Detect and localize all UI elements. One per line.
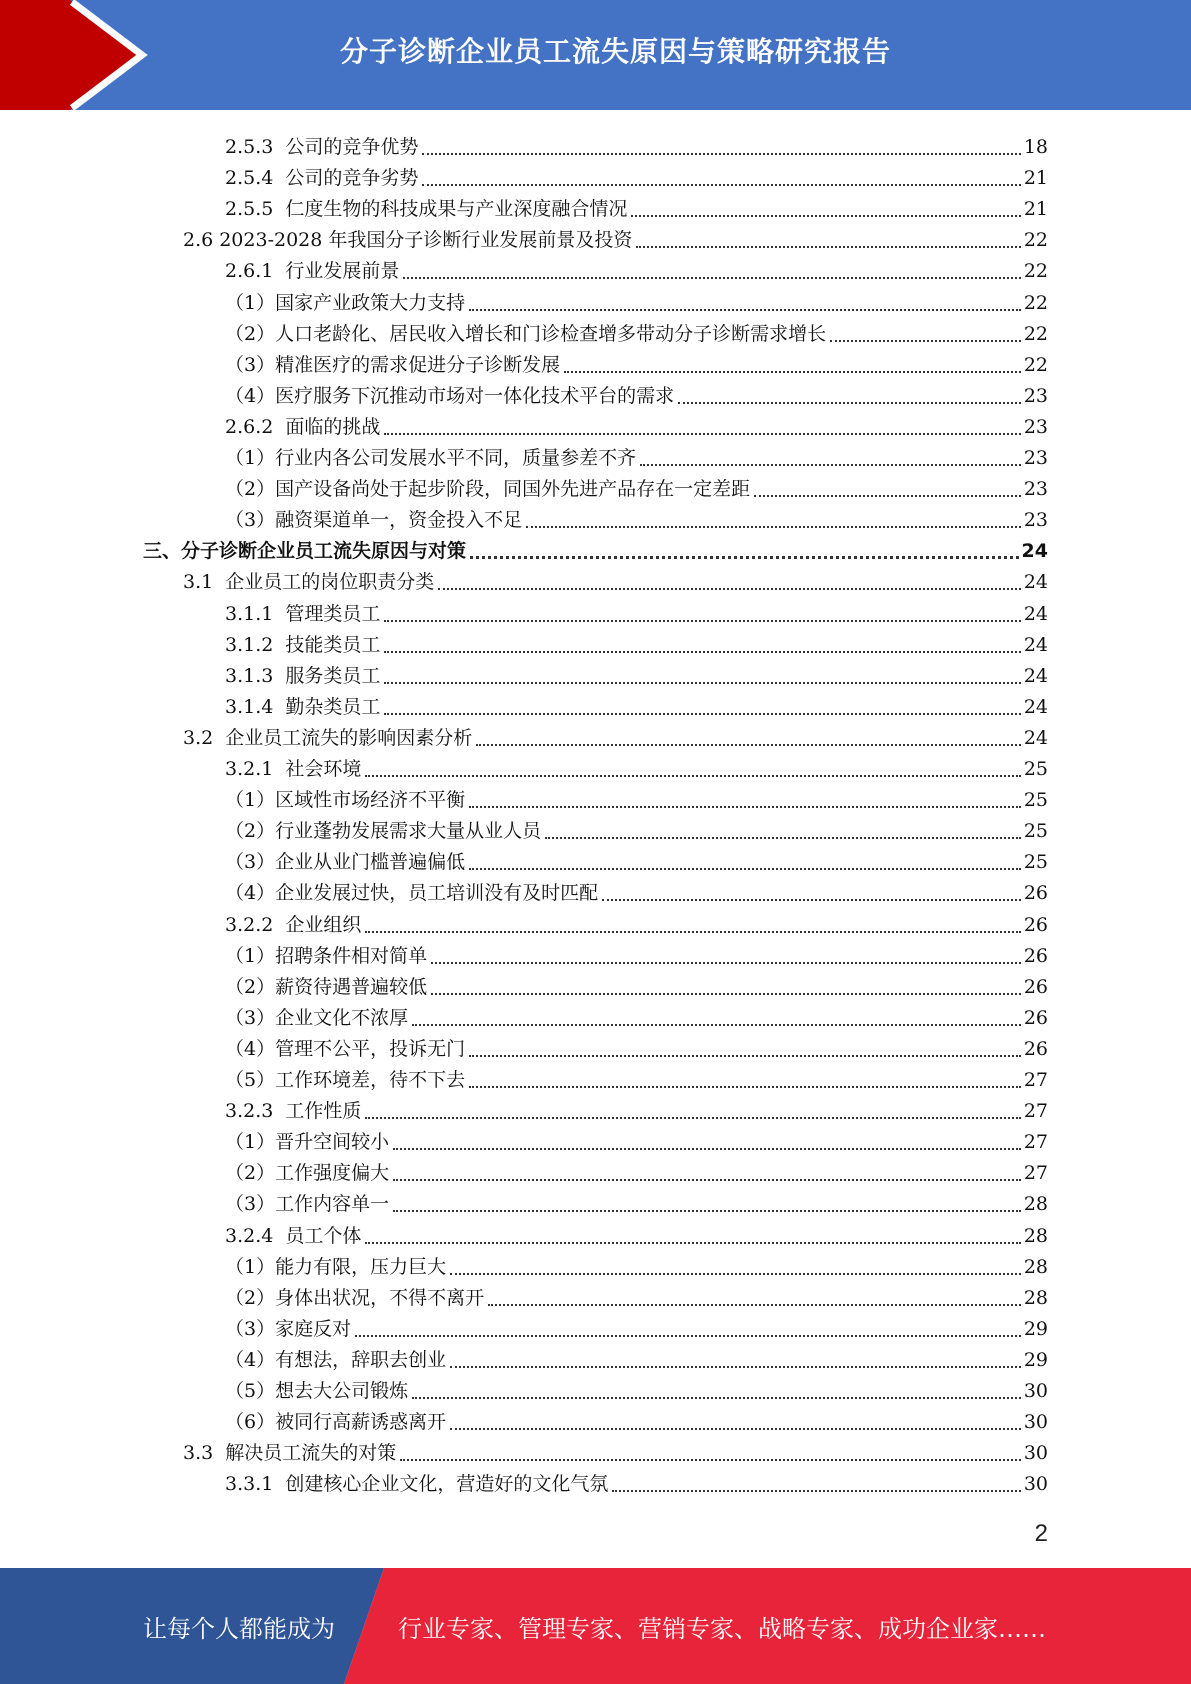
toc-dot-leader — [431, 962, 1021, 964]
toc-entry-number: （1） — [225, 447, 276, 469]
toc-entry-page: 28 — [1023, 1286, 1048, 1309]
toc-entry-number: （1） — [225, 1255, 276, 1278]
toc-entry[interactable] — [225, 315, 1048, 346]
toc-entry-title: 有想法，辞职去创业 — [275, 1348, 447, 1371]
toc-entry-number: （2） — [225, 478, 276, 501]
toc-entry[interactable] — [225, 346, 1048, 377]
toc-entry-title: 工作强度偏大 — [275, 1162, 390, 1185]
toc-entry-title: 家庭反对 — [275, 1317, 352, 1340]
toc-entry[interactable] — [225, 1465, 1048, 1496]
toc-entry[interactable] — [225, 1310, 1048, 1341]
toc-entry-title: 行业发展前景 — [285, 260, 400, 283]
toc-entry-title: 精准医疗的需求促进分子诊断发展 — [275, 353, 561, 376]
page-footer — [0, 1568, 1191, 1684]
toc-entry-number: 3.1.1 — [225, 602, 274, 625]
toc-entry-page: 27 — [1023, 1069, 1048, 1091]
toc-entry-title: 晋升空间较小 — [275, 1131, 390, 1154]
toc-dot-leader — [564, 371, 1021, 373]
toc-entry-title: 企业组织 — [285, 913, 362, 936]
toc-entry[interactable] — [183, 563, 1048, 594]
toc-entry-title: 企业发展过快，员工培训没有及时匹配 — [275, 882, 599, 905]
toc-entry-title: 公司的竞争劣势 — [285, 167, 419, 190]
toc-dot-leader — [469, 1055, 1021, 1057]
toc-entry[interactable] — [183, 719, 1048, 750]
toc-entry-page: 30 — [1023, 1411, 1048, 1434]
toc-dot-leader — [612, 1490, 1020, 1492]
toc-entry-page: 23 — [1023, 384, 1048, 407]
toc-entry-number: （1） — [225, 944, 276, 967]
toc-entry[interactable] — [225, 1403, 1048, 1434]
toc-entry[interactable] — [225, 1341, 1048, 1372]
toc-entry[interactable] — [225, 284, 1048, 315]
toc-entry[interactable] — [225, 1123, 1048, 1154]
toc-entry-page: 23 — [1023, 415, 1048, 438]
toc-entry-number: 2.5.4 — [225, 167, 274, 190]
toc-entry-page: 28 — [1023, 1193, 1048, 1216]
toc-entry-number: 3.1.2 — [225, 633, 274, 656]
toc-entry-number: 三、 — [143, 540, 182, 563]
toc-dot-leader — [526, 526, 1021, 528]
toc-entry-number: （2） — [225, 1286, 276, 1309]
toc-entry-number: （3） — [225, 1193, 276, 1216]
toc-entry-number: 3.1.4 — [225, 695, 274, 718]
toc-entry-page: 21 — [1023, 198, 1048, 221]
toc-entry[interactable] — [225, 1279, 1048, 1310]
toc-entry-number: （3） — [225, 1317, 276, 1340]
toc-entry[interactable] — [143, 532, 1048, 563]
toc-entry-number: （3） — [225, 353, 276, 376]
toc-entry-number: 3.2.4 — [225, 1224, 274, 1247]
toc-entry-title: 国家产业政策大力支持 — [275, 291, 466, 314]
toc-entry-number: （4） — [225, 1348, 276, 1371]
toc-dot-leader — [469, 806, 1021, 808]
toc-dot-leader — [469, 1086, 1021, 1088]
toc-entry-number: 2.5.5 — [225, 198, 274, 221]
toc-entry-page: 24 — [1023, 602, 1048, 625]
toc-entry-page: 29 — [1023, 1317, 1048, 1340]
toc-entry-title: 薪资待遇普遍较低 — [275, 975, 428, 998]
toc-entry-page: 23 — [1023, 478, 1048, 501]
toc-dot-leader — [431, 993, 1021, 995]
toc-entry[interactable] — [225, 439, 1048, 470]
page-header — [0, 0, 1191, 110]
toc-dot-leader — [469, 868, 1021, 870]
toc-entry-title: 技能类员工 — [285, 633, 381, 656]
toc-entry-number: （4） — [225, 384, 276, 407]
toc-entry[interactable] — [225, 843, 1048, 874]
toc-entry[interactable] — [225, 937, 1048, 968]
toc-entry-page: 28 — [1023, 1255, 1048, 1278]
toc-entry[interactable] — [225, 190, 1048, 221]
toc-entry-number: （3） — [225, 851, 276, 874]
toc-entry-page: 27 — [1023, 1131, 1048, 1154]
toc-dot-leader — [400, 1459, 1021, 1461]
toc-entry-title: 管理类员工 — [285, 602, 381, 625]
toc-entry-number: 3.2.1 — [225, 758, 274, 780]
toc-entry-page: 21 — [1023, 167, 1048, 190]
toc-entry-number: （2） — [225, 1162, 276, 1185]
toc-entry-number: （2） — [225, 975, 276, 998]
toc-entry-number: （6） — [225, 1411, 276, 1434]
toc-entry[interactable] — [225, 408, 1048, 439]
toc-entry-title: 想去大公司锻炼 — [275, 1380, 409, 1402]
toc-entry[interactable] — [225, 657, 1048, 688]
toc-entry-number: （5） — [225, 1069, 276, 1091]
toc-entry-title: 工作内容单一 — [275, 1193, 390, 1216]
toc-entry-number: （1） — [225, 1131, 276, 1154]
toc-entry-title: 区域性市场经济不平衡 — [275, 789, 466, 812]
toc-entry-title: 身体出状况，不得不离开 — [275, 1286, 485, 1309]
toc-dot-leader — [636, 246, 1020, 248]
toc-entry-title: 企业员工流失的影响因素分析 — [225, 726, 473, 749]
toc-entry[interactable] — [225, 812, 1048, 843]
toc-dot-leader — [393, 1179, 1021, 1181]
toc-entry-page: 30 — [1023, 1442, 1048, 1465]
toc-entry-page: 26 — [1023, 882, 1048, 905]
toc-dot-leader — [384, 651, 1020, 653]
toc-entry-number: （4） — [225, 1037, 276, 1060]
toc-entry-page: 25 — [1023, 758, 1048, 780]
toc-entry-title: 国产设备尚处于起步阶段，同国外先进产品存在一定差距 — [275, 478, 751, 501]
toc-entry-number: 3.1 — [183, 571, 214, 594]
toc-dot-leader — [412, 1024, 1021, 1026]
footer-slogan-left: 让每个人都能成为 — [143, 1614, 335, 1643]
page-number: 2 — [1034, 1520, 1048, 1547]
toc-entry[interactable] — [225, 1030, 1048, 1061]
toc-dot-leader — [393, 1210, 1021, 1212]
toc-dot-leader — [438, 588, 1021, 590]
toc-dot-leader — [365, 1242, 1020, 1244]
toc-entry[interactable] — [225, 501, 1048, 532]
toc-entry-page: 22 — [1023, 322, 1048, 345]
toc-entry-page: 27 — [1023, 1100, 1048, 1123]
toc-entry-page: 24 — [1021, 540, 1048, 563]
toc-entry-number: 3.3 — [183, 1442, 214, 1465]
toc-entry[interactable] — [225, 626, 1048, 657]
toc-dot-leader — [403, 277, 1020, 279]
toc-entry-page: 24 — [1023, 633, 1048, 656]
toc-entry-page: 26 — [1023, 944, 1048, 967]
toc-dot-leader — [422, 153, 1020, 155]
toc-entry-title: 行业内各公司发展水平不同，质量参差不齐 — [275, 447, 637, 469]
toc-entry[interactable] — [225, 688, 1048, 719]
toc-entry-page: 18 — [1023, 136, 1048, 158]
toc-entry-number: 3.1.3 — [225, 664, 274, 687]
toc-entry[interactable] — [225, 781, 1048, 812]
toc-entry-title: 企业从业门槛普遍偏低 — [275, 851, 466, 874]
toc-entry-title: 工作环境差，待不下去 — [275, 1069, 466, 1091]
toc-entry-title: 公司的竞争优势 — [285, 136, 419, 158]
toc-entry-page: 26 — [1023, 1037, 1048, 1060]
toc-entry-page: 26 — [1023, 975, 1048, 998]
toc-dot-leader — [422, 184, 1020, 186]
toc-entry[interactable] — [225, 874, 1048, 905]
toc-entry-title: 工作性质 — [285, 1100, 362, 1123]
toc-entry[interactable] — [225, 906, 1048, 937]
toc-entry-page: 30 — [1023, 1380, 1048, 1402]
toc-dot-leader — [412, 1397, 1021, 1399]
toc-entry-title: 社会环境 — [285, 758, 362, 780]
toc-entry[interactable] — [225, 1248, 1048, 1279]
toc-entry-title: 解决员工流失的对策 — [225, 1442, 397, 1465]
toc-entry-number: 2.6 — [183, 229, 214, 252]
toc-dot-leader — [545, 837, 1021, 839]
toc-entry[interactable] — [225, 999, 1048, 1030]
toc-entry-page: 27 — [1023, 1162, 1048, 1185]
toc-dot-leader — [384, 682, 1020, 684]
toc-entry[interactable] — [225, 1154, 1048, 1185]
toc-entry[interactable] — [225, 1185, 1048, 1216]
toc-entry-page: 22 — [1023, 291, 1048, 314]
toc-dot-leader — [640, 464, 1021, 466]
toc-entry-number: 3.2 — [183, 726, 214, 749]
toc-dot-leader — [355, 1335, 1021, 1337]
toc-entry-title: 创建核心企业文化，营造好的文化气氛 — [285, 1473, 609, 1496]
toc-entry[interactable] — [225, 377, 1048, 408]
toc-entry[interactable] — [225, 470, 1048, 501]
toc-entry-page: 24 — [1023, 664, 1048, 687]
toc-dot-leader — [450, 1273, 1021, 1275]
toc-entry-number: （3） — [225, 509, 276, 532]
toc-entry-title: 行业蓬勃发展需求大量从业人员 — [275, 820, 542, 843]
toc-entry-number: （2） — [225, 322, 276, 345]
footer-slogan-right: 行业专家、管理专家、营销专家、战略专家、成功企业家…… — [398, 1614, 1046, 1643]
toc-entry[interactable] — [225, 159, 1048, 190]
toc-entry[interactable] — [225, 252, 1048, 283]
toc-dot-leader — [384, 620, 1020, 622]
toc-entry-page: 23 — [1023, 509, 1048, 532]
toc-entry[interactable] — [225, 968, 1048, 999]
toc-entry-title: 企业员工的岗位职责分类 — [225, 571, 435, 594]
toc-entry-number: （4） — [225, 882, 276, 905]
toc-entry-page: 25 — [1023, 851, 1048, 874]
toc-entry-number: （1） — [225, 789, 276, 812]
toc-dot-leader — [450, 1366, 1021, 1368]
toc-entry-title: 被同行高薪诱惑离开 — [275, 1411, 447, 1434]
toc-dot-leader — [365, 1117, 1020, 1119]
toc-entry-title: 医疗服务下沉推动市场对一体化技术平台的需求 — [275, 384, 675, 407]
toc-entry-number: （3） — [225, 1006, 276, 1029]
toc-dot-leader — [450, 1428, 1021, 1430]
toc-entry-page: 23 — [1023, 447, 1048, 469]
toc-entry-page: 22 — [1023, 353, 1048, 376]
toc-entry-page: 26 — [1023, 913, 1048, 936]
report-title: 分子诊断企业员工流失原因与策略研究报告 — [339, 35, 891, 68]
toc-entry-page: 24 — [1023, 726, 1048, 749]
toc-entry-number: 3.2.3 — [225, 1100, 274, 1123]
toc-entry[interactable] — [225, 1372, 1048, 1403]
toc-dot-leader — [384, 433, 1020, 435]
toc-dot-leader — [754, 495, 1021, 497]
toc-dot-leader — [470, 556, 1019, 559]
toc-dot-leader — [678, 402, 1021, 404]
toc-entry-title: 服务类员工 — [285, 664, 381, 687]
toc-entry-page: 25 — [1023, 789, 1048, 812]
toc-dot-leader — [631, 215, 1020, 217]
toc-entry-title: 仁度生物的科技成果与产业深度融合情况 — [285, 198, 628, 221]
toc-entry-title: 2023-2028 年我国分子诊断行业发展前景及投资 — [219, 229, 633, 252]
toc-entry-page: 25 — [1023, 820, 1048, 843]
toc-entry-page: 29 — [1023, 1348, 1048, 1371]
toc-entry-title: 融资渠道单一，资金投入不足 — [275, 509, 523, 532]
toc-entry[interactable] — [225, 595, 1048, 626]
toc-dot-leader — [602, 899, 1021, 901]
toc-dot-leader — [830, 340, 1021, 342]
toc-entry-number: 2.6.1 — [225, 260, 274, 283]
toc-entry-title: 勤杂类员工 — [285, 695, 381, 718]
toc-dot-leader — [488, 1304, 1021, 1306]
toc-entry-title: 能力有限，压力巨大 — [275, 1255, 447, 1278]
toc-entry-title: 企业文化不浓厚 — [275, 1006, 409, 1029]
toc-dot-leader — [365, 775, 1020, 777]
toc-entry-number: （2） — [225, 820, 276, 843]
toc-entry[interactable] — [225, 1217, 1048, 1248]
toc-dot-leader — [393, 1148, 1021, 1150]
toc-entry-title: 管理不公平，投诉无门 — [275, 1037, 466, 1060]
toc-entry-title: 员工个体 — [285, 1224, 362, 1247]
toc-entry-number: 2.5.3 — [225, 136, 274, 158]
toc-entry[interactable] — [225, 1061, 1048, 1092]
toc-entry-title: 面临的挑战 — [285, 415, 381, 438]
toc-entry[interactable] — [225, 1092, 1048, 1123]
toc-entry-page: 30 — [1023, 1473, 1048, 1496]
toc-entry[interactable] — [183, 1434, 1048, 1465]
toc-entry-number: 3.3.1 — [225, 1473, 274, 1496]
toc-entry-number: 2.6.2 — [225, 415, 274, 438]
toc-entry-title: 人口老龄化、居民收入增长和门诊检查增多带动分子诊断需求增长 — [275, 322, 827, 345]
toc-entry-number: 3.2.2 — [225, 913, 274, 936]
toc-dot-leader — [476, 744, 1021, 746]
toc-entry-page: 22 — [1023, 229, 1048, 252]
toc-dot-leader — [469, 309, 1021, 311]
toc-entry-page: 24 — [1023, 571, 1048, 594]
toc-entry-page: 22 — [1023, 260, 1048, 283]
toc-entry-page: 24 — [1023, 695, 1048, 718]
toc-dot-leader — [384, 713, 1020, 715]
header-chevron-decoration — [0, 0, 160, 110]
toc-entry-title: 招聘条件相对简单 — [275, 944, 428, 967]
toc-entry[interactable] — [225, 128, 1048, 159]
toc-entry[interactable] — [225, 750, 1048, 781]
toc-entry-number: （1） — [225, 291, 276, 314]
toc-entry-page: 28 — [1023, 1224, 1048, 1247]
toc-entry-number: （5） — [225, 1380, 276, 1402]
toc-dot-leader — [365, 931, 1020, 933]
toc-entry-page: 26 — [1023, 1006, 1048, 1029]
toc-entry-title: 分子诊断企业员工流失原因与对策 — [181, 540, 467, 563]
toc-entry[interactable] — [183, 221, 1048, 252]
